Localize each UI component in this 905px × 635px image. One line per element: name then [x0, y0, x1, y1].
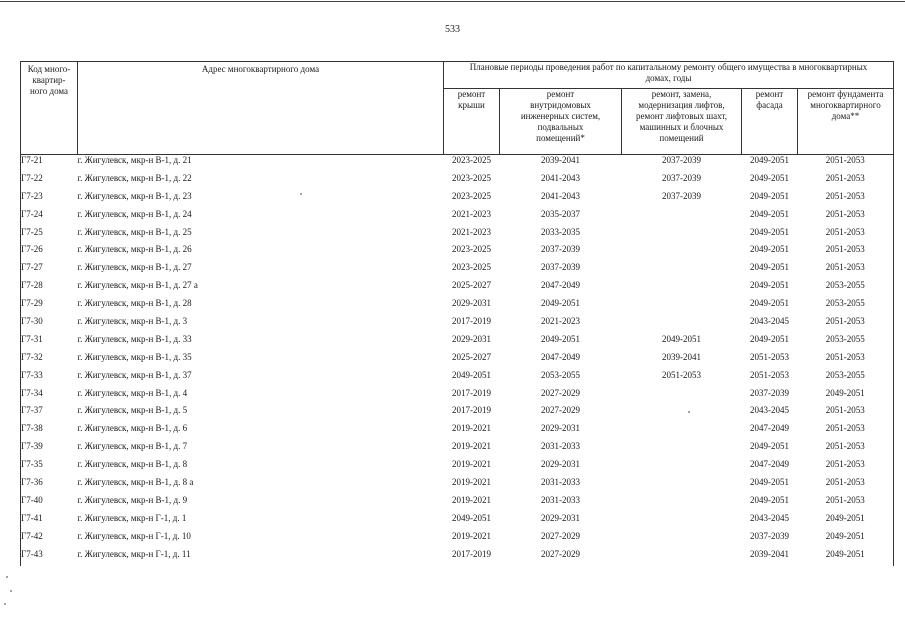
scan-speck [10, 590, 12, 592]
cell-lifts [622, 549, 742, 567]
cell-roof: 2017-2019 [452, 387, 491, 398]
cell-systems: 2031-2033 [541, 494, 580, 505]
cell-roof: 2023-2025 [452, 244, 491, 255]
cell-systems: 2035-2037 [541, 208, 580, 219]
header-systems: ремонт внутридомовых инженерных систем, подвальных помещений* [500, 89, 622, 155]
table-row [21, 191, 894, 209]
cell-systems: 2039-2041 [541, 155, 580, 165]
cell-code: Г7-41 [21, 513, 78, 531]
cell-roof: 2019-2021 [452, 423, 491, 434]
cell-lifts [622, 209, 742, 227]
cell-systems: 2041-2043 [541, 172, 580, 183]
cell-roof: 2017-2019 [452, 548, 491, 559]
cell-roof: 2019-2021 [452, 477, 491, 488]
cell-systems: 2047-2049 [541, 280, 580, 291]
scan-speck [4, 603, 6, 605]
cell-foundation: 2051-2053 [798, 191, 894, 209]
cell-roof: 2049-2051 [452, 369, 491, 380]
scan-speck [6, 576, 8, 578]
cell-address: г. Жигулевск, мкр-н В-1, д. 9 [77, 494, 188, 505]
table-row [21, 334, 894, 352]
cell-code: Г7-27 [21, 262, 78, 280]
cell-lifts [622, 495, 742, 513]
cell-systems: 2031-2033 [541, 441, 580, 452]
cell-foundation: 2051-2053 [798, 477, 894, 495]
header-foundation: ремонт фундамента многоквартирного дома** [798, 89, 894, 155]
cell-address: г. Жигулевск, мкр-н Г-1, д. 10 [77, 530, 191, 541]
cell-roof: 2025-2027 [452, 351, 491, 362]
scan-speck [688, 411, 690, 413]
header-periods: Плановые периоды проведения работ по капитальному ремонту общего имущества в многоквартирных домах, годы [444, 62, 894, 89]
cell-lifts [622, 244, 742, 262]
cell-lifts: 2051-2053 [662, 369, 701, 380]
table-row [21, 155, 894, 173]
cell-facade: 2049-2051 [750, 226, 789, 237]
cell-facade: 2039-2041 [750, 548, 789, 559]
cell-lifts [622, 388, 742, 406]
cell-address: г. Жигулевск, мкр-н В-1, д. 5 [77, 405, 188, 416]
cell-address: г. Жигулевск, мкр-н В-1, д. 27 [77, 262, 192, 273]
table-row [21, 316, 894, 334]
cell-roof: 2019-2021 [452, 441, 491, 452]
cell-lifts [622, 477, 742, 495]
header-facade: ремонт фасада [742, 89, 798, 155]
cell-code: Г7-34 [21, 388, 78, 406]
table-row [21, 549, 894, 567]
cell-roof: 2023-2025 [452, 172, 491, 183]
cell-code: Г7-32 [21, 352, 78, 370]
cell-lifts [622, 298, 742, 316]
table-row [21, 441, 894, 459]
cell-foundation: 2051-2053 [798, 352, 894, 370]
cell-foundation: 2051-2053 [798, 495, 894, 513]
cell-facade: 2049-2051 [750, 244, 789, 255]
cell-address: г. Жигулевск, мкр-н Г-1, д. 11 [77, 548, 191, 559]
cell-systems: 2027-2029 [541, 387, 580, 398]
cell-systems: 2027-2029 [541, 548, 580, 559]
cell-systems: 2029-2031 [541, 512, 580, 523]
cell-facade: 2049-2051 [750, 190, 789, 201]
cell-facade: 2049-2051 [750, 477, 789, 488]
page-top-rule [0, 1, 905, 2]
cell-roof: 2021-2023 [452, 208, 491, 219]
header-roof: ремонт крыши [444, 89, 500, 155]
cell-roof: 2029-2031 [452, 298, 491, 309]
cell-foundation: 2051-2053 [798, 441, 894, 459]
table-row [21, 262, 894, 280]
cell-foundation: 2051-2053 [798, 173, 894, 191]
cell-code: Г7-21 [21, 155, 78, 173]
table-row [21, 244, 894, 262]
cell-foundation: 2049-2051 [798, 513, 894, 531]
cell-facade: 2049-2051 [750, 262, 789, 273]
cell-lifts [622, 262, 742, 280]
cell-code: Г7-35 [21, 459, 78, 477]
cell-facade: 2043-2045 [750, 316, 789, 327]
cell-code: Г7-23 [21, 191, 78, 209]
cell-facade: 2051-2053 [750, 351, 789, 362]
table-row [21, 477, 894, 495]
cell-lifts [622, 513, 742, 531]
cell-systems: 2037-2039 [541, 262, 580, 273]
table-row [21, 423, 894, 441]
cell-foundation: 2051-2053 [798, 155, 894, 173]
cell-roof: 2017-2019 [452, 405, 491, 416]
cell-facade: 2037-2039 [750, 530, 789, 541]
cell-foundation: 2051-2053 [798, 244, 894, 262]
cell-foundation: 2051-2053 [798, 405, 894, 423]
table-row [21, 531, 894, 549]
cell-lifts [622, 423, 742, 441]
cell-code: Г7-40 [21, 495, 78, 513]
cell-address: г. Жигулевск, мкр-н В-1, д. 27 а [77, 280, 198, 291]
table-row [21, 173, 894, 191]
cell-roof: 2019-2021 [452, 494, 491, 505]
cell-address: г. Жигулевск, мкр-н В-1, д. 24 [77, 208, 192, 219]
cell-facade: 2049-2051 [750, 280, 789, 291]
cell-code: Г7-28 [21, 280, 78, 298]
cell-address: г. Жигулевск, мкр-н В-1, д. 35 [77, 351, 192, 362]
cell-code: Г7-43 [21, 549, 78, 567]
cell-lifts [622, 227, 742, 245]
cell-foundation: 2051-2053 [798, 209, 894, 227]
cell-lifts [622, 459, 742, 477]
cell-systems: 2053-2055 [541, 369, 580, 380]
cell-address: г. Жигулевск, мкр-н В-1, д. 33 [77, 333, 192, 344]
cell-code: Г7-33 [21, 370, 78, 388]
table-row [21, 298, 894, 316]
cell-foundation: 2051-2053 [798, 262, 894, 280]
table-body [21, 155, 894, 567]
cell-address: г. Жигулевск, мкр-н В-1, д. 28 [77, 298, 192, 309]
cell-systems: 2029-2031 [541, 423, 580, 434]
cell-roof: 2017-2019 [452, 316, 491, 327]
cell-systems: 2029-2031 [541, 459, 580, 470]
cell-roof: 2023-2025 [452, 262, 491, 273]
cell-lifts: 2037-2039 [662, 172, 701, 183]
cell-code: Г7-25 [21, 227, 78, 245]
cell-systems: 2021-2023 [541, 316, 580, 327]
cell-lifts [622, 441, 742, 459]
cell-foundation: 2053-2055 [798, 370, 894, 388]
cell-lifts [622, 316, 742, 334]
cell-code: Г7-29 [21, 298, 78, 316]
cell-systems: 2031-2033 [541, 477, 580, 488]
cell-lifts [622, 280, 742, 298]
cell-code: Г7-30 [21, 316, 78, 334]
cell-foundation: 2049-2051 [798, 531, 894, 549]
cell-roof: 2021-2023 [452, 226, 491, 237]
cell-address: г. Жигулевск, мкр-н В-1, д. 6 [77, 423, 188, 434]
cell-facade: 2049-2051 [750, 494, 789, 505]
cell-address: г. Жигулевск, мкр-н В-1, д. 3 [77, 316, 188, 327]
repair-schedule-table [20, 61, 894, 566]
cell-foundation: 2053-2055 [798, 334, 894, 352]
cell-facade: 2049-2051 [750, 172, 789, 183]
cell-facade: 2037-2039 [750, 387, 789, 398]
cell-address: г. Жигулевск, мкр-н В-1, д. 8 а [77, 477, 194, 488]
cell-address: г. Жигулевск, мкр-н В-1, д. 25 [77, 226, 192, 237]
table-row [21, 209, 894, 227]
cell-systems: 2049-2051 [541, 333, 580, 344]
table-row [21, 388, 894, 406]
cell-systems: 2041-2043 [541, 190, 580, 201]
cell-roof: 2023-2025 [452, 155, 491, 165]
header-lifts: ремонт, замена, модернизация лифтов, ремонт лифтовых шахт, машинных и блочных помещений [622, 89, 742, 155]
cell-roof: 2019-2021 [452, 459, 491, 470]
cell-foundation: 2051-2053 [798, 316, 894, 334]
cell-code: Г7-42 [21, 531, 78, 549]
cell-foundation: 2051-2053 [798, 459, 894, 477]
cell-address: г. Жигулевск, мкр-н В-1, д. 7 [77, 441, 188, 452]
cell-facade: 2049-2051 [750, 441, 789, 452]
cell-lifts: 2037-2039 [662, 190, 701, 201]
cell-facade: 2049-2051 [750, 155, 789, 165]
cell-roof: 2019-2021 [452, 530, 491, 541]
table-row [21, 405, 894, 423]
cell-systems: 2047-2049 [541, 351, 580, 362]
cell-systems: 2027-2029 [541, 530, 580, 541]
cell-lifts: 2049-2051 [662, 333, 701, 344]
cell-lifts [622, 405, 742, 423]
cell-foundation: 2049-2051 [798, 388, 894, 406]
cell-code: Г7-38 [21, 423, 78, 441]
cell-code: Г7-39 [21, 441, 78, 459]
cell-lifts: 2039-2041 [662, 351, 701, 362]
cell-systems: 2027-2029 [541, 405, 580, 416]
cell-roof: 2025-2027 [452, 280, 491, 291]
cell-address: г. Жигулевск, мкр-н В-1, д. 4 [77, 387, 188, 398]
header-code: Код много- квартир- ного дома [21, 62, 78, 155]
cell-roof: 2049-2051 [452, 512, 491, 523]
cell-lifts [622, 531, 742, 549]
cell-code: Г7-36 [21, 477, 78, 495]
table-row [21, 370, 894, 388]
cell-facade: 2043-2045 [750, 405, 789, 416]
cell-address: г. Жигулевск, мкр-н В-1, д. 8 [77, 459, 188, 470]
cell-code: Г7-37 [21, 405, 78, 423]
cell-address: г. Жигулевск, мкр-н В-1, д. 21 [77, 155, 192, 165]
cell-systems: 2033-2035 [541, 226, 580, 237]
cell-foundation: 2053-2055 [798, 280, 894, 298]
cell-code: Г7-22 [21, 173, 78, 191]
cell-foundation: 2049-2051 [798, 549, 894, 567]
cell-facade: 2047-2049 [750, 459, 789, 470]
cell-lifts: 2037-2039 [662, 155, 701, 165]
page-number: 533 [445, 24, 460, 35]
table-row [21, 352, 894, 370]
cell-address: г. Жигулевск, мкр-н В-1, д. 22 [77, 172, 192, 183]
table-row [21, 513, 894, 531]
cell-address: г. Жигулевск, мкр-н В-1, д. 23 [77, 190, 192, 201]
cell-facade: 2049-2051 [750, 333, 789, 344]
cell-roof: 2023-2025 [452, 190, 491, 201]
cell-code: Г7-26 [21, 244, 78, 262]
cell-facade: 2047-2049 [750, 423, 789, 434]
table-row [21, 459, 894, 477]
cell-facade: 2049-2051 [750, 208, 789, 219]
header-address: Адрес многоквартирного дома [78, 62, 444, 155]
cell-address: г. Жигулевск, мкр-н В-1, д. 37 [77, 369, 192, 380]
cell-facade: 2043-2045 [750, 512, 789, 523]
table-row [21, 495, 894, 513]
table-row [21, 227, 894, 245]
cell-address: г. Жигулевск, мкр-н Г-1, д. 1 [77, 512, 187, 523]
cell-roof: 2029-2031 [452, 333, 491, 344]
cell-code: Г7-31 [21, 334, 78, 352]
cell-foundation: 2051-2053 [798, 227, 894, 245]
table-row [21, 280, 894, 298]
cell-facade: 2049-2051 [750, 298, 789, 309]
scan-speck [300, 193, 302, 195]
cell-foundation: 2053-2055 [798, 298, 894, 316]
cell-facade: 2051-2053 [750, 369, 789, 380]
cell-address: г. Жигулевск, мкр-н В-1, д. 26 [77, 244, 192, 255]
cell-systems: 2049-2051 [541, 298, 580, 309]
cell-foundation: 2051-2053 [798, 423, 894, 441]
cell-systems: 2037-2039 [541, 244, 580, 255]
cell-code: Г7-24 [21, 209, 78, 227]
